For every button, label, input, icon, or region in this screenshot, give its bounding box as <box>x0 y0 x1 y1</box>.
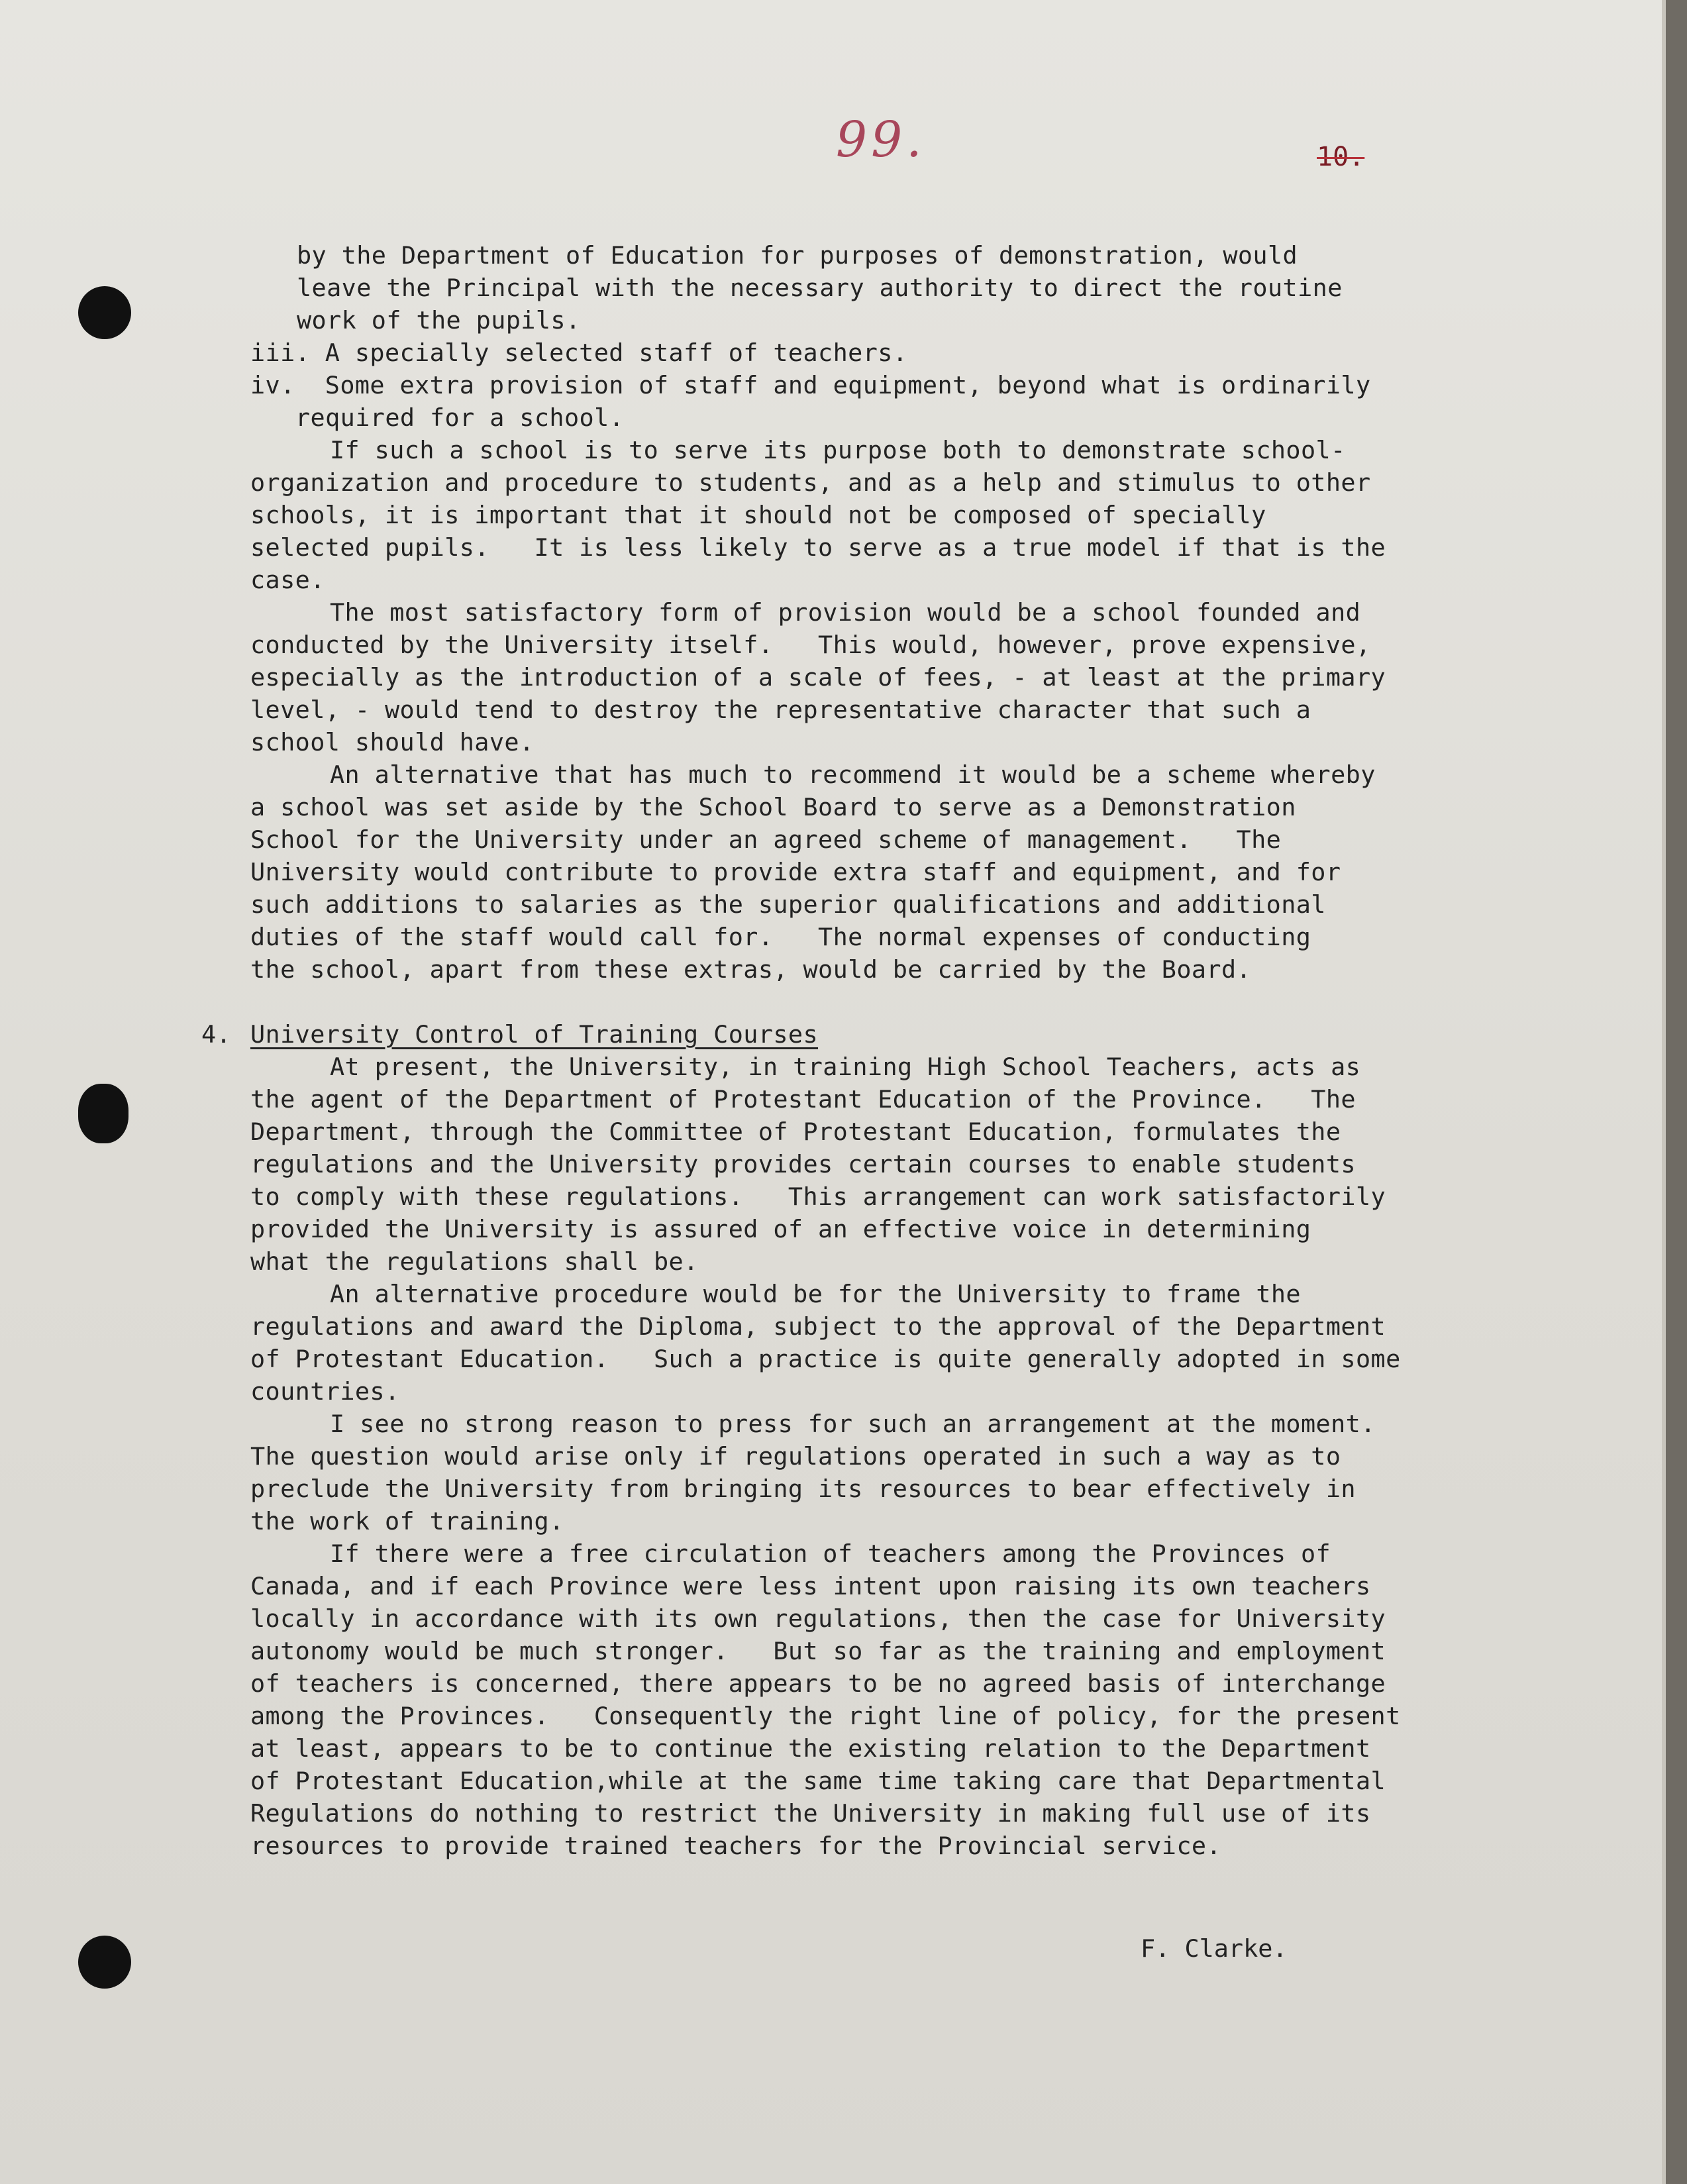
text-line: The question would arise only if regulations operated in such a way as to <box>250 1442 1341 1471</box>
text-line: what the regulations shall be. <box>250 1247 699 1276</box>
text-line: An alternative procedure would be for the University to frame the <box>330 1280 1301 1308</box>
text-line: The most satisfactory form of provision would be a school founded and <box>330 598 1361 627</box>
text-line: iv. Some extra provision of staff and equipment, beyond what is ordinarily <box>250 371 1371 399</box>
text-line: I see no strong reason to press for such an arrangement at the moment. <box>330 1410 1376 1438</box>
text-line: organization and procedure to students, and as a help and stimulus to other <box>250 468 1371 497</box>
text-line: case. <box>250 566 325 594</box>
text-line: provided the University is assured of an effective voice in determining <box>250 1215 1311 1243</box>
punch-hole-bottom <box>78 1936 131 1989</box>
typed-page-number: 10. <box>1317 142 1365 172</box>
text-line: autonomy would be much stronger. But so far as the training and employment <box>250 1637 1386 1665</box>
text-line: leave the Principal with the necessary authority to direct the routine <box>297 274 1343 302</box>
signature: F. Clarke. <box>1141 1934 1288 1963</box>
text-line: the school, apart from these extras, would be carried by the Board. <box>250 955 1252 984</box>
text-line: school should have. <box>250 728 535 756</box>
text-line: countries. <box>250 1377 400 1406</box>
text-line: of Protestant Education. Such a practice is quite generally adopted in some <box>250 1345 1401 1373</box>
text-line: such additions to salaries as the superior qualifications and additional <box>250 890 1326 919</box>
text-line: regulations and the University provides certain courses to enable students <box>250 1150 1356 1178</box>
text-line: of teachers is concerned, there appears to be no agreed basis of interchange <box>250 1669 1386 1698</box>
punch-hole-top <box>78 286 131 339</box>
text-line: At present, the University, in training High School Teachers, acts as <box>330 1053 1361 1081</box>
text-line: schools, it is important that it should not be composed of specially <box>250 501 1266 529</box>
text-line: work of the pupils. <box>297 306 581 335</box>
text-line: of Protestant Education,while at the same time taking care that Departmental <box>250 1767 1386 1795</box>
text-line: Department, through the Committee of Protestant Education, formulates the <box>250 1118 1341 1146</box>
text-line: at least, appears to be to continue the existing relation to the Department <box>250 1734 1371 1763</box>
punch-hole-middle <box>78 1084 128 1143</box>
section-number: 4. <box>201 1020 232 1049</box>
handwritten-page-number: 99. <box>836 111 926 168</box>
text-line: An alternative that has much to recommend it would be a scheme whereby <box>330 760 1376 789</box>
text-line: a school was set aside by the School Board to serve as a Demonstration <box>250 793 1296 821</box>
text-line: Regulations do nothing to restrict the University in making full use of its <box>250 1799 1371 1828</box>
text-line: preclude the University from bringing its resources to bear effectively in <box>250 1475 1356 1503</box>
text-line: resources to provide trained teachers for the Provincial service. <box>250 1832 1221 1860</box>
text-line: regulations and award the Diploma, subject to the approval of the Department <box>250 1312 1386 1341</box>
text-line: conducted by the University itself. This would, however, prove expensive, <box>250 631 1371 659</box>
text-line: duties of the staff would call for. The normal expenses of conducting <box>250 923 1311 951</box>
text-line: If there were a free circulation of teachers among the Provinces of <box>330 1539 1331 1568</box>
text-line: locally in accordance with its own regulations, then the case for University <box>250 1604 1386 1633</box>
text-line: by the Department of Education for purposes of demonstration, would <box>297 241 1298 270</box>
text-line: to comply with these regulations. This arrangement can work satisfactorily <box>250 1182 1386 1211</box>
text-line: Canada, and if each Province were less intent upon raising its own teachers <box>250 1572 1371 1600</box>
text-line: University would contribute to provide extra staff and equipment, and for <box>250 858 1341 886</box>
text-line: especially as the introduction of a scale of fees, - at least at the primary <box>250 663 1386 692</box>
text-line: selected pupils. It is less likely to serve as a true model if that is the <box>250 533 1386 562</box>
text-line: level, - would tend to destroy the representative character that such a <box>250 696 1311 724</box>
text-line: required for a school. <box>295 403 625 432</box>
section-heading: University Control of Training Courses <box>250 1020 819 1049</box>
text-line: School for the University under an agreed scheme of management. The <box>250 825 1282 854</box>
text-line: the work of training. <box>250 1507 564 1535</box>
text-line: among the Provinces. Consequently the right line of policy, for the present <box>250 1702 1401 1730</box>
text-line: the agent of the Department of Protestant Education of the Province. The <box>250 1085 1356 1114</box>
text-line: If such a school is to serve its purpose both to demonstrate school- <box>330 436 1346 464</box>
text-line: iii. A specially selected staff of teachers. <box>250 338 908 367</box>
